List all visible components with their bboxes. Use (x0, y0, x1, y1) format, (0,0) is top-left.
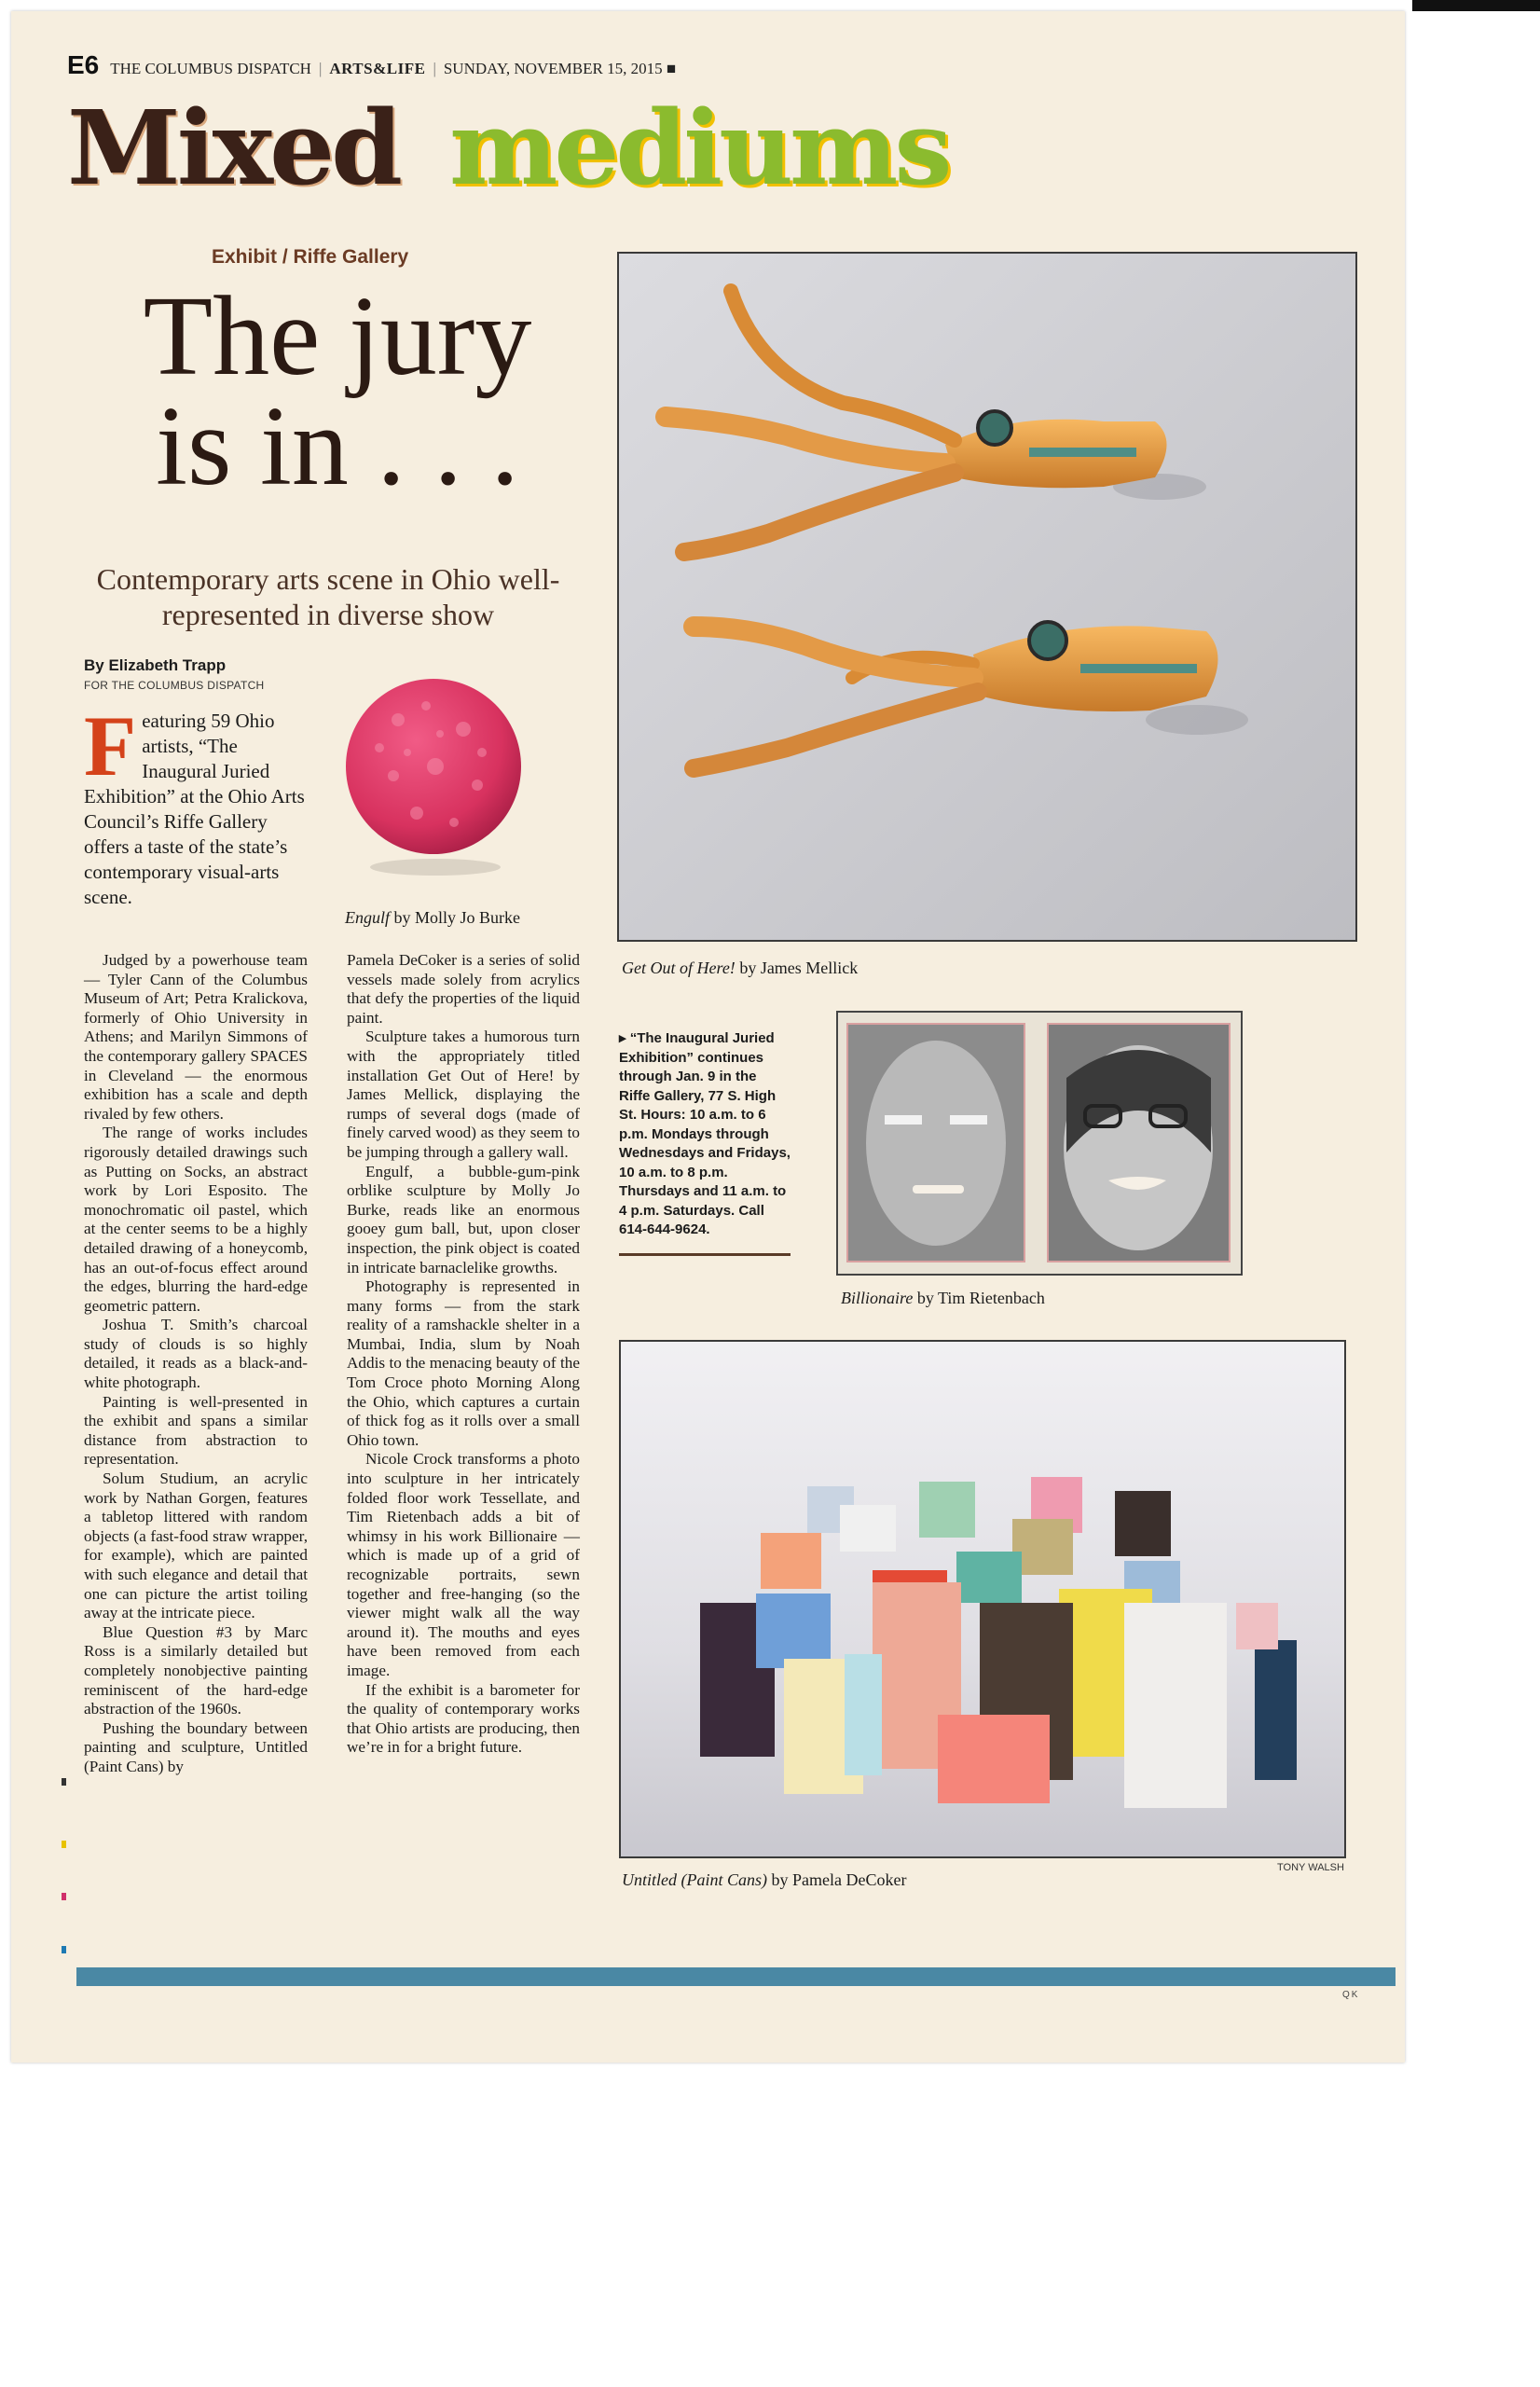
lede-text: eaturing 59 Ohio artists, “The Inaugural Juried Exhibition” at the Ohio Arts Council’s Riffe Gallery offers a taste of the state’s contemporary visual-arts scene. (84, 710, 305, 908)
kicker: Exhibit / Riffe Gallery (212, 246, 409, 268)
section-title-mixed: Mixed (67, 88, 400, 208)
issue-date: SUNDAY, NOVEMBER 15, 2015 (443, 60, 663, 77)
body-paragraph: The range of works includes rigorously detailed drawings such as Putting on Socks, an abstract work by Lori Esposito. The monochromatic oil pastel, which at the center seems to be a highly detailed drawing of a honeycomb, has an out-of-focus effect around the edges, blurring the hard-edge geometric pattern. (84, 1124, 308, 1315)
body-paragraph: Judged by a powerhouse team — Tyler Cann of the Columbus Museum of Art; Petra Kralickova, formerly of Ohio University in Athens; and Marilyn Simmons of the contemporary gallery SPACES in Cleveland — the enormous exhibition has a scale and depth rivaled by few others. (84, 951, 308, 1123)
body-paragraph: If the exhibit is a barometer for the quality of contemporary works that Ohio artists are producing, then we’re in for a bright future. (347, 1680, 580, 1757)
folio-line: E6 THE COLUMBUS DISPATCH | ARTS&LIFE | SUNDAY, NOVEMBER 15, 2015 ■ (67, 50, 677, 79)
body-paragraph: Photography is represented in many forms — from the stark reality of a ramshackle shelter in a Mumbai, India, slum by Noah Addis to the menacing beauty of the Tom Croce photo Morning Along the Ohio, which captures a curtain of thick fog as it rolls over a small Ohio town. (347, 1277, 580, 1449)
caption-billionaire (841, 1289, 1045, 1308)
caption-engulf-title: Engulf (345, 908, 390, 927)
paper-name: THE COLUMBUS DISPATCH (110, 60, 311, 77)
body-paragraph: Pushing the boundary between painting and sculpture, Untitled (Paint Cans) by (84, 1718, 308, 1775)
newspaper-page (11, 11, 1405, 2063)
drop-cap: F (84, 698, 137, 793)
body-column-2 (347, 951, 580, 1758)
caption-dogs-artist: by James Mellick (739, 959, 859, 977)
registration-mark (62, 1946, 66, 1953)
photo-get-out-of-here (617, 252, 1357, 942)
page-number: E6 (67, 50, 100, 79)
section-name: ARTS&LIFE (329, 60, 426, 77)
bottom-color-bar (76, 1967, 1396, 1986)
caption-engulf-artist: by Molly Jo Burke (393, 908, 521, 927)
photo-billionaire (836, 1011, 1243, 1276)
photo-paint-cans (619, 1340, 1346, 1858)
scan-edge (1412, 0, 1540, 11)
billionaire-portraits-image (838, 1013, 1241, 1274)
caption-billionaire-artist: by Tim Rietenbach (916, 1289, 1045, 1307)
headline-line-1: The jury (143, 273, 532, 399)
headline-line-2: is in . . . (156, 383, 519, 509)
caption-cans-title: Untitled (Paint Cans) (622, 1870, 767, 1889)
print-mark: Q K (1342, 1990, 1358, 2000)
photo-credit: TONY WALSH (1277, 1862, 1344, 1873)
registration-mark (62, 1778, 66, 1786)
body-paragraph: Joshua T. Smith’s charcoal study of clouds is so highly detailed, it reads as a black-and-white photograph. (84, 1316, 308, 1392)
body-paragraph: Nicole Crock transforms a photo into sculpture in her intricately folded floor work Tessellate, and Tim Rietenbach adds a bit of whimsy in his work Billionaire — which is made up of a grid of recognizable portraits, sewn together and free-hanging (so the viewer might walk all the way around it). The mouths and eyes have been removed from each image. (347, 1450, 580, 1679)
deck: Contemporary arts scene in Ohio well-represented in diverse show (96, 562, 560, 631)
body-paragraph: Solum Studium, an acrylic work by Nathan Gorgen, features a tabletop littered with random objects (a fast-food straw wrapper, for example), which are painted with such elegance and detail that one can picture the artist toiling away at the intricate piece. (84, 1469, 308, 1622)
paint-cans-image (621, 1342, 1344, 1856)
caption-dogs-title: Get Out of Here! (622, 959, 736, 977)
body-paragraph: Blue Question #3 by Marc Ross is a similarly detailed but completely nonobjective painting reminiscent of the hard-edge abstraction of the 1960s. (84, 1622, 308, 1718)
body-paragraph: Sculpture takes a humorous turn with the appropriately titled installation Get Out of Here! by James Mellick, displaying the rumps of several dogs (made of finely carved wood) as they seem to be jumping through a gallery wall. (347, 1028, 580, 1161)
body-paragraph: Engulf, a bubble-gum-pink orblike sculpture by Molly Jo Burke, reads like an enormous gooey gum ball, but, upon closer inspection, the pink object is coated in intricate barnaclelike growths. (347, 1162, 580, 1276)
body-column-1 (84, 951, 308, 1777)
dog-sculpture-image (619, 254, 1355, 940)
exhibit-info-box: ▸ “The Inaugural Juried Exhibition” continues through Jan. 9 in the Riffe Gallery, 77 S. High St. Hours: 10 a.m. to 6 p.m. Mondays through Wednesdays and Fridays, 10 a.m. to 8 p.m. Thursdays and 11 a.m. to 4 p.m. Saturdays. Call 614-644-9624. (619, 1030, 791, 1237)
caption-engulf (345, 908, 520, 928)
byline: By Elizabeth Trapp (84, 656, 227, 674)
body-paragraph: Painting is well-presented in the exhibit and spans a similar distance from abstraction to representation. (84, 1392, 308, 1469)
engulf-photo (342, 664, 524, 880)
caption-billionaire-title: Billionaire (841, 1289, 914, 1307)
byline-affiliation: FOR THE COLUMBUS DISPATCH (84, 679, 265, 692)
headline (76, 273, 598, 509)
registration-mark (62, 1841, 66, 1848)
registration-mark (62, 1893, 66, 1900)
lede-paragraph (84, 698, 308, 910)
section-title-mediums: mediums (449, 88, 949, 208)
body-paragraph: Pamela DeCoker is a series of solid vessels made solely from acrylics that defy the properties of the liquid paint. (347, 951, 580, 1027)
info-box-rule (619, 1253, 791, 1256)
caption-get-out-of-here (622, 959, 858, 978)
caption-cans-artist: by Pamela DeCoker (771, 1870, 907, 1889)
caption-paint-cans (622, 1870, 906, 1890)
